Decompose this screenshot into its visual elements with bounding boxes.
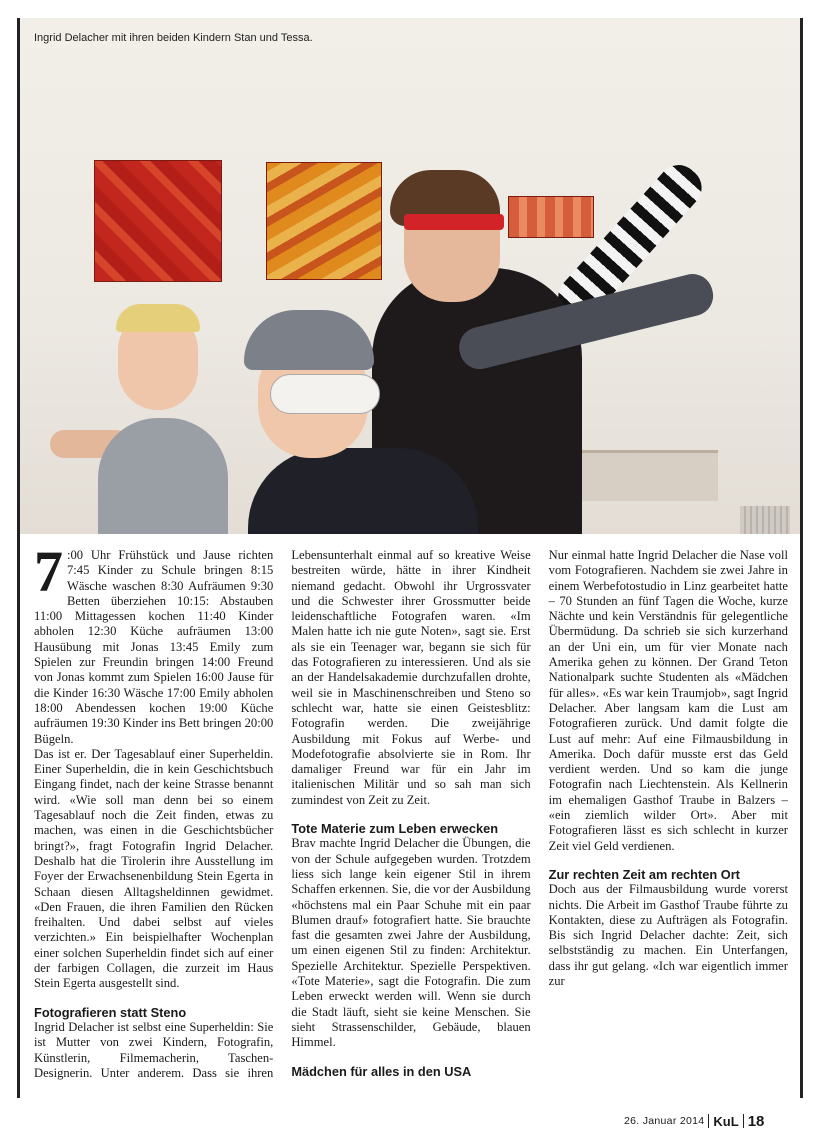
paragraph: Ingrid Delacher ist selbst eine Superheldin: Sie ist Mutter von zwei Kindern, Fotografin, Künstlerin, Filmemacherin, Taschen-Designerin. Unter anderem. Dass sie ihren Lebensunterhalt einmal auf so kreative Weise bestreiten würde, hätte in ihrer Kindheit niemand gedacht. Obwohl ihr Urgrossvater und die Schwester ihrer Grossmutter beide leidenschaftliche Fotografen waren. «Im Malen hatte ich nie gute Noten», sagt sie. Erst als sie ein Teenager war, begann sie sich für das Fotografieren zu interessieren. Und als sie an der Handelsakademie durchzufallen drohte, weil sie in Maschinenschreiben und Steno so schlecht war, hatte sie einen Geistesblitz: Fotografin werden. Die zweijährige Ausbildung mit Fokus auf Werbe- und Modefotografie absolvierte sie in Rom. Ihr damaliger Freund war für ein Jahr im italienischen Militär und so sah man sich zumindest von Zeit zu Zeit. — [34, 548, 531, 1080]
article-photo — [20, 18, 800, 534]
wall-painting — [508, 196, 594, 238]
page-footer — [624, 1112, 764, 1130]
photo-caption: Ingrid Delacher mit ihren beiden Kindern Stan und Tessa. — [34, 32, 313, 44]
radiator — [740, 506, 790, 534]
footer-divider — [743, 1114, 744, 1128]
footer-divider — [708, 1114, 709, 1128]
wall-painting — [266, 162, 382, 280]
article-body — [34, 539, 788, 1082]
issue-date: 26. Januar 2014 — [624, 1115, 705, 1127]
subheading: Zur rechten Zeit am rechten Ort — [548, 866, 740, 882]
paragraph: Brav machte Ingrid Delacher die Übungen, die von der Schule aufgegeben wurden. Trotzdem liess sich lange kein eigener Stil in ihrem Schaffen erkennen. Sie, die vor der Ausbildung «höchstens mal ein Paar Schuhe mit ein paar Blumen drauf» fotografiert hatte. Sie brauchte fast die gesamten zwei Jahre der Ausbildung, um einen eigenen Stil zu finden: Architektur. Spezielle Architektur. Spezielle Perspektiven. «Tote Materie», sagt die Fotografin. Die zum Leben erweckt werden will. Wenn sie durch die Stadt läuft, sieht sie keine Menschen. Sie sieht Strassenschilder, Gebäude, blauen Himmel. — [291, 836, 531, 1050]
girl-figure — [98, 418, 228, 534]
subheading: Fotografieren statt Steno — [34, 1004, 187, 1020]
side-table — [568, 450, 718, 501]
paragraph: Das ist er. Der Tagesablauf einer Superheldin. Einer Superheldin, die in kein Geschichtsbuch Eingang findet, nach der keine Strasse benannt wird. «Wie soll man denn bei so einem Tagesablauf noch die Zeit finden, etwas zu machen, was einen in die Geschichtsbücher bringt?», fragt Fotografin Ingrid Delacher. Deshalb hat die Tirolerin ihre Ausstellung im Foyer der Erwachsenenbildung Stein Egerta in Schaan diesen Alltagsheldinnen gewidmet. «Den Frauen, die ihren Familien den Rücken freihalten. Und dabei selbst auf vieles verzichten.» Ein beispielhafter Wochenplan einer solchen Superheldin findet sich auf einer der farbigen Collagen, die zurzeit im Haus Stein Egerta ausgestellt sind. — [34, 746, 274, 991]
page-number: 18 — [747, 1112, 765, 1130]
girl-headband — [116, 304, 200, 332]
paragraph: Doch aus der Filmausbildung wurde vorerst nichts. Die Arbeit im Gasthof Traube führte zu Kontakten, diese zu Aufträgen als Fotografin. Bis sich Ingrid Delacher dachte: Zeit, sich selbstständig zu machen. Ein Unterfangen, dass ihr gut gelang. «Ich war eigentlich immer zur — [548, 882, 788, 989]
paragraph: Nur einmal hatte Ingrid Delacher die Nase voll vom Fotografieren. Nachdem sie zwei Jahre in einem Werbefotostudio in Linz gearbeitet hatte – 70 Stunden an fünf Tagen die Woche, kurze Nächte und kein Verständnis für gelegentliche Übermüdung. Da schrieb sie sich kurzerhand an der Uni ein, um für vier Monate nach Amerika gehen zu können. Der Grand Teton Nationalpark suchte Studenten als «Mädchen für alles». «Es war kein Traumjob», sagt Ingrid Delacher. Aber langsam kam die Lust am Fotografieren zurück. Und damit folgte die Lust auf mehr: Auf eine Filmausbildung in Amerika. Doch dafür musste erst das Geld verdient werden. Und so kam die junge Fotografin nach Liechtenstein. Als Kellnerin im ehemaligen Gasthof Traube in Balzers – «ein ziemlich wilder Ort». Aber mit Fotografieren lässt es sich schlecht in kurzer Zeit viel Geld verdienen. — [548, 548, 788, 853]
right-rule — [800, 18, 803, 1098]
magazine-name: KuL — [713, 1113, 739, 1129]
red-headband — [404, 214, 504, 230]
subheading: Tote Materie zum Leben erwecken — [291, 821, 499, 837]
lead-paragraph — [34, 539, 274, 747]
boy-cap — [244, 310, 374, 370]
subheading: Mädchen für alles in den USA — [291, 1063, 472, 1079]
lead-text: :00 Uhr Frühstück und Jause richten 7:45 Kinder zu Schule bringen 8:15 Wäsche waschen 8:30 Aufräumen 9:30 Betten überziehen 10:15: Abstauben 11:00 Mittagessen kochen 11:40 Kinder abholen 12:30 Küche aufräumen 13:00 Hausübung mit Jonas 13:45 Emily zum Spielen zur Freundin bringen 14:00 Freund von Jonas kommt zum Spielen 16:00 Jause für die Kinder 16:30 Wäsche 17:00 Emily abholen 18:00 Abendessen kochen 19:00 Küche aufräumen 19:30 Kinder ins Bett bringen 20:00 Bügeln. — [34, 548, 274, 746]
wall-painting — [94, 160, 222, 282]
drop-cap: 7 — [34, 539, 63, 604]
boy-mask — [270, 374, 380, 414]
